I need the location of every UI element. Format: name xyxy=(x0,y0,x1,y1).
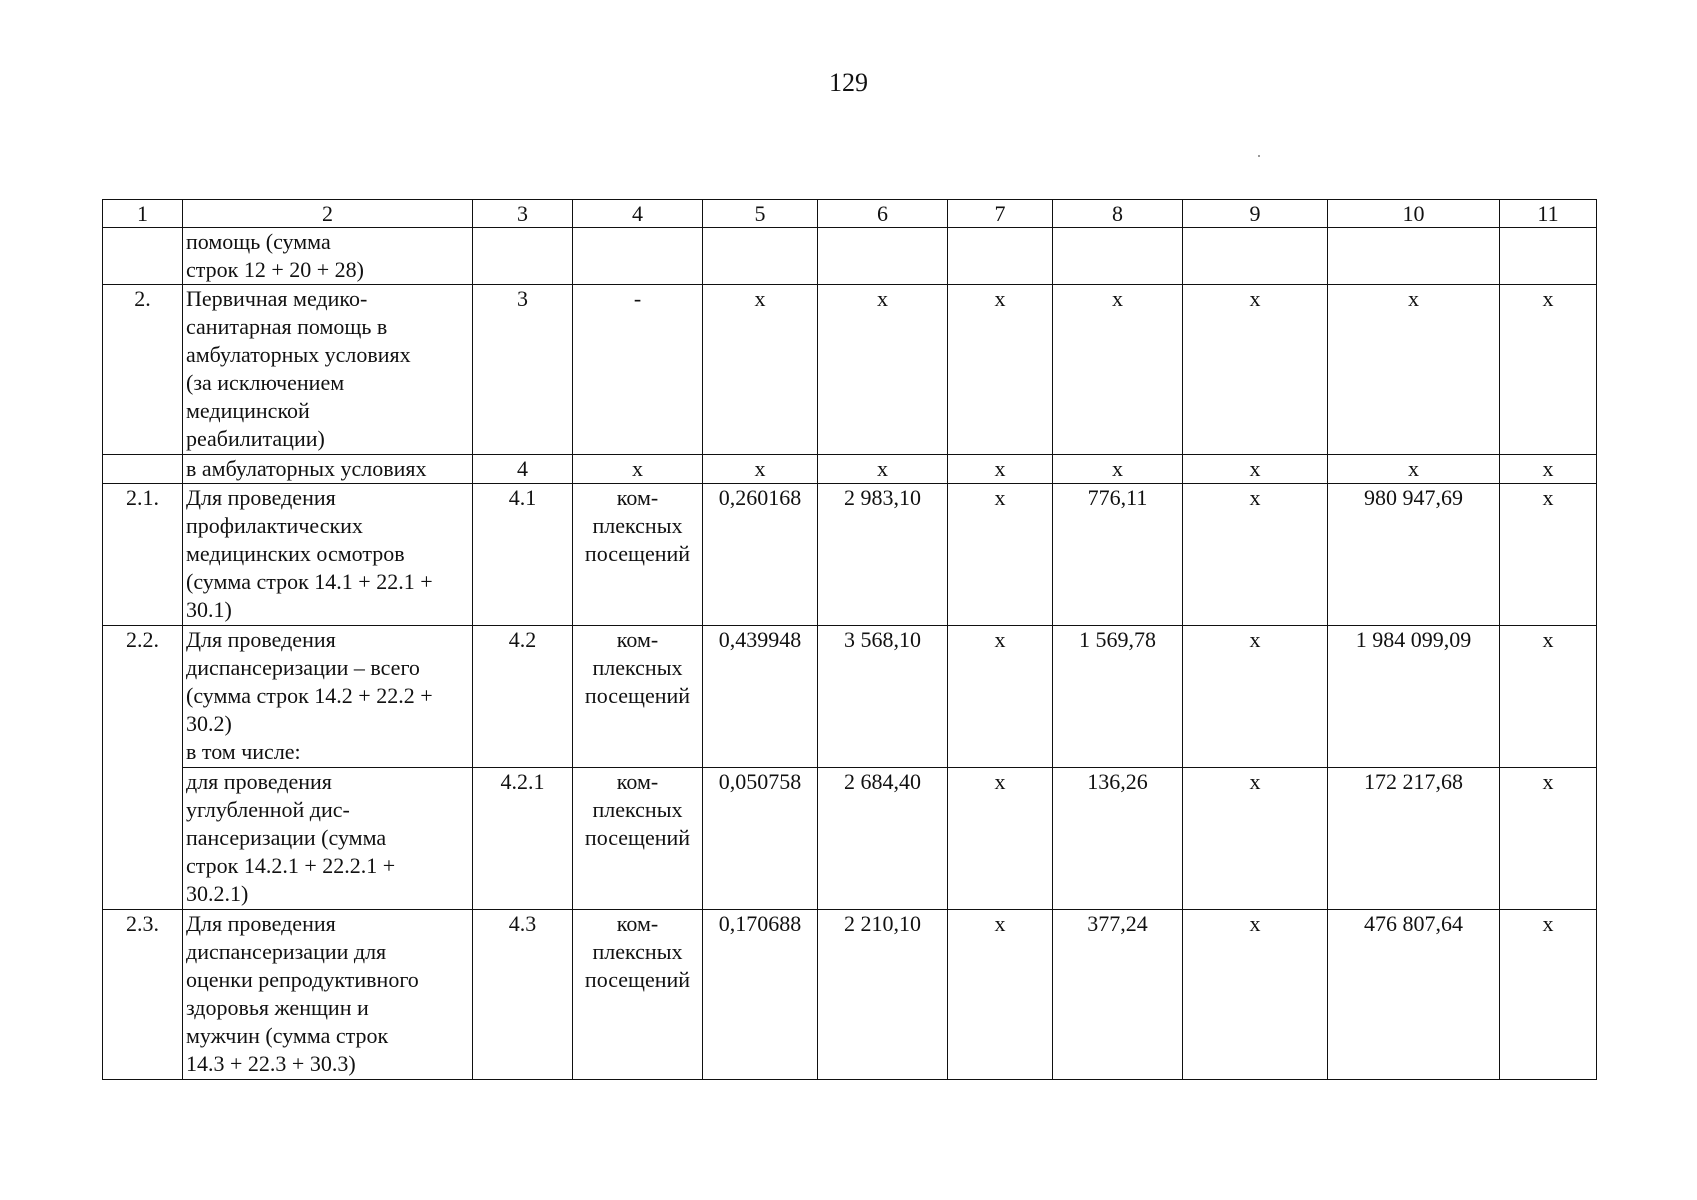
table-row xyxy=(103,626,1597,768)
table-cell: 0,260168 xyxy=(703,484,818,626)
header-cell: 5 xyxy=(703,200,818,228)
table-cell: 2 983,10 xyxy=(818,484,948,626)
row-number-cell xyxy=(103,455,183,484)
table-row xyxy=(103,768,1597,910)
table-cell: х xyxy=(818,285,948,455)
row-number-cell: 2.3. xyxy=(103,910,183,1080)
table-cell: 4 xyxy=(473,455,573,484)
header-cell: 7 xyxy=(948,200,1053,228)
table-cell: х xyxy=(703,455,818,484)
row-number-cell: 2. xyxy=(103,285,183,455)
table-cell: х xyxy=(1053,285,1183,455)
table-cell: х xyxy=(1500,626,1597,768)
table-cell xyxy=(703,228,818,285)
table-cell: х xyxy=(1500,768,1597,910)
table-cell: 4.1 xyxy=(473,484,573,626)
table-row xyxy=(103,285,1597,455)
header-cell: 4 xyxy=(573,200,703,228)
table-cell: х xyxy=(573,455,703,484)
unit-cell: ком- плексных посещений xyxy=(573,768,703,910)
unit-cell: ком- плексных посещений xyxy=(573,910,703,1080)
table-cell: х xyxy=(1053,455,1183,484)
table-cell: 2 684,40 xyxy=(818,768,948,910)
table-cell: х xyxy=(1183,484,1328,626)
table-cell: х xyxy=(1500,910,1597,1080)
row-name-cell: Первичная медико- санитарная помощь в амбулаторных условиях (за исключением медицинской реабилитации) xyxy=(183,285,473,455)
table-cell: 136,26 xyxy=(1053,768,1183,910)
table-cell: х xyxy=(1183,626,1328,768)
header-cell: 8 xyxy=(1053,200,1183,228)
scan-dot xyxy=(1258,155,1260,157)
row-name-cell: для проведения углубленной дис- пансеризации (сумма строк 14.2.1 + 22.2.1 + 30.2.1) xyxy=(183,768,473,910)
header-cell: 6 xyxy=(818,200,948,228)
table-cell xyxy=(1053,228,1183,285)
table-cell: х xyxy=(948,910,1053,1080)
row-number-cell: 2.2. xyxy=(103,626,183,910)
table-cell: 4.3 xyxy=(473,910,573,1080)
table-cell xyxy=(818,228,948,285)
table-cell: х xyxy=(1328,285,1500,455)
table-cell: 1 984 099,09 xyxy=(1328,626,1500,768)
table-cell: 4.2.1 xyxy=(473,768,573,910)
table-cell: х xyxy=(818,455,948,484)
table-cell: х xyxy=(1183,910,1328,1080)
table-cell: х xyxy=(1500,285,1597,455)
table-cell: - xyxy=(573,285,703,455)
table-cell: 0,170688 xyxy=(703,910,818,1080)
table-cell: 476 807,64 xyxy=(1328,910,1500,1080)
page-number: 129 xyxy=(829,68,868,97)
table-cell: х xyxy=(948,484,1053,626)
data-table xyxy=(102,199,1597,1080)
header-cell: 3 xyxy=(473,200,573,228)
row-name-cell: Для проведения диспансеризации для оценки репродуктивного здоровья женщин и мужчин (сумма строк 14.3 + 22.3 + 30.3) xyxy=(183,910,473,1080)
header-cell: 11 xyxy=(1500,200,1597,228)
table-cell: 980 947,69 xyxy=(1328,484,1500,626)
table-cell xyxy=(1500,228,1597,285)
table-row xyxy=(103,484,1597,626)
table-cell xyxy=(1183,228,1328,285)
row-name-cell: Для проведения профилактических медицинских осмотров (сумма строк 14.1 + 22.1 + 30.1) xyxy=(183,484,473,626)
table-cell xyxy=(1328,228,1500,285)
table-cell: 2 210,10 xyxy=(818,910,948,1080)
table-cell: х xyxy=(1183,285,1328,455)
header-cell: 10 xyxy=(1328,200,1500,228)
header-cell: 1 xyxy=(103,200,183,228)
table-cell: х xyxy=(948,285,1053,455)
table-cell: х xyxy=(1500,455,1597,484)
row-number-cell xyxy=(103,228,183,285)
table-cell: 4.2 xyxy=(473,626,573,768)
unit-cell: ком- плексных посещений xyxy=(573,484,703,626)
table-cell xyxy=(948,228,1053,285)
table-cell: 1 569,78 xyxy=(1053,626,1183,768)
table-row xyxy=(103,910,1597,1080)
table-cell: 377,24 xyxy=(1053,910,1183,1080)
row-name-cell: в амбулаторных условиях xyxy=(183,455,473,484)
table-cell: 3 xyxy=(473,285,573,455)
table-cell: 172 217,68 xyxy=(1328,768,1500,910)
header-cell: 2 xyxy=(183,200,473,228)
table-cell: 0,050758 xyxy=(703,768,818,910)
table-cell: х xyxy=(948,768,1053,910)
table-cell: х xyxy=(1328,455,1500,484)
table-cell: х xyxy=(1183,768,1328,910)
table-cell: х xyxy=(948,626,1053,768)
header-cell: 9 xyxy=(1183,200,1328,228)
unit-cell: ком- плексных посещений xyxy=(573,626,703,768)
table-cell: 776,11 xyxy=(1053,484,1183,626)
table-cell: х xyxy=(1500,484,1597,626)
row-name-cell: помощь (сумма строк 12 + 20 + 28) xyxy=(183,228,473,285)
table-header-row xyxy=(103,200,1597,228)
table-cell xyxy=(473,228,573,285)
table-cell xyxy=(573,228,703,285)
table-cell: 0,439948 xyxy=(703,626,818,768)
table-row xyxy=(103,228,1597,285)
row-number-cell: 2.1. xyxy=(103,484,183,626)
table-row xyxy=(103,455,1597,484)
row-name-cell: Для проведения диспансеризации – всего (сумма строк 14.2 + 22.2 + 30.2) в том числе: xyxy=(183,626,473,768)
table-cell: х xyxy=(948,455,1053,484)
table-cell: х xyxy=(703,285,818,455)
table-cell: х xyxy=(1183,455,1328,484)
table-cell: 3 568,10 xyxy=(818,626,948,768)
